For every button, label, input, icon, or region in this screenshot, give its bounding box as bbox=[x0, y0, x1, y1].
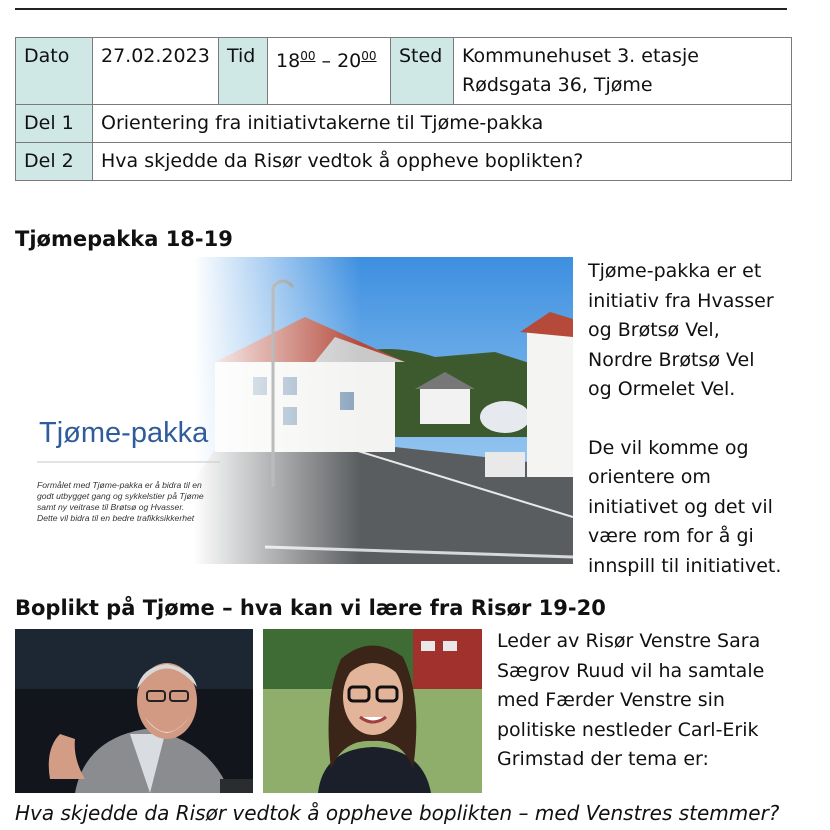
paragraph-2 bbox=[588, 434, 798, 582]
text-line: Grimstad der tema er: bbox=[497, 748, 709, 770]
tid-label: Tid bbox=[219, 38, 268, 105]
text-line: Sægrov Ruud vil ha samtale bbox=[497, 659, 765, 682]
caption-line-4: Dette vil bidra til en bedre trafikksikkerhet bbox=[37, 513, 195, 523]
table-row bbox=[16, 105, 792, 143]
sted-line-2: Rødsgata 36, Tjøme bbox=[462, 74, 653, 96]
tjome-pakka-image bbox=[15, 257, 573, 564]
text-line: initiativet og det vil bbox=[588, 495, 773, 518]
text-line: Leder av Risør Venstre Sara bbox=[497, 630, 761, 652]
tjomepakka-description bbox=[588, 257, 798, 610]
tid-value bbox=[268, 38, 391, 105]
text-line: Nordre Brøtsø Vel bbox=[588, 348, 755, 371]
paragraph-1 bbox=[588, 257, 798, 405]
del1-value: Orientering fra initiativtakerne til Tjøme-pakka bbox=[93, 105, 792, 143]
caption-line-3: samt ny veitrase til Brøtsø og Hvasser. bbox=[37, 502, 185, 512]
closing-question: Hva skjedde da Risør vedtok å oppheve boplikten – med Venstres stemmer? bbox=[15, 801, 780, 825]
text-line: være rom for å gi bbox=[588, 525, 754, 547]
sted-value bbox=[454, 38, 792, 105]
section-title-tjomepakka: Tjømepakka 18-19 bbox=[15, 227, 233, 251]
caption-line-1: Formålet med Tjøme-pakka er å bidra til en bbox=[37, 480, 202, 490]
event-info-table bbox=[15, 37, 792, 181]
text-line: De vil komme og bbox=[588, 436, 749, 459]
tid-start-min: 00 bbox=[300, 49, 316, 63]
sted-line-1: Kommunehuset 3. etasje bbox=[462, 45, 699, 67]
table-row bbox=[16, 38, 792, 105]
text-line: og Ormelet Vel. bbox=[588, 378, 736, 400]
text-line: orientere om bbox=[588, 466, 711, 488]
dato-label: Dato bbox=[16, 38, 93, 105]
text-line: innspill til initiativet. bbox=[588, 554, 782, 577]
header-rule bbox=[15, 8, 787, 10]
boplikt-description bbox=[497, 627, 797, 775]
del1-label: Del 1 bbox=[16, 105, 93, 143]
text-line: politiske nestleder Carl-Erik bbox=[497, 718, 759, 741]
text-line: Tjøme-pakka er et bbox=[588, 260, 762, 282]
del2-label: Del 2 bbox=[16, 143, 93, 181]
text-line: og Brøtsø Vel, bbox=[588, 319, 720, 341]
tid-start-hour: 18 bbox=[276, 50, 301, 72]
text-line: initiativ fra Hvasser bbox=[588, 289, 774, 312]
photo-speaker-man bbox=[15, 629, 253, 793]
logo-text: Tjøme-pakka bbox=[39, 417, 209, 449]
tid-end-min: 00 bbox=[361, 49, 377, 63]
table-row bbox=[16, 143, 792, 181]
section-title-boplikt: Boplikt på Tjøme – hva kan vi lære fra Risør 19-20 bbox=[15, 596, 606, 620]
caption-line-2: godt utbygget gang og sykkelstier på Tjøme bbox=[37, 491, 204, 501]
sted-label: Sted bbox=[391, 38, 454, 105]
tid-dash: – bbox=[315, 50, 338, 72]
dato-value: 27.02.2023 bbox=[93, 38, 219, 105]
tid-end-hour: 20 bbox=[337, 50, 362, 72]
text-line: med Færder Venstre sin bbox=[497, 689, 725, 711]
del2-value: Hva skjedde da Risør vedtok å oppheve boplikten? bbox=[93, 143, 792, 181]
photo-speaker-woman bbox=[263, 629, 482, 793]
